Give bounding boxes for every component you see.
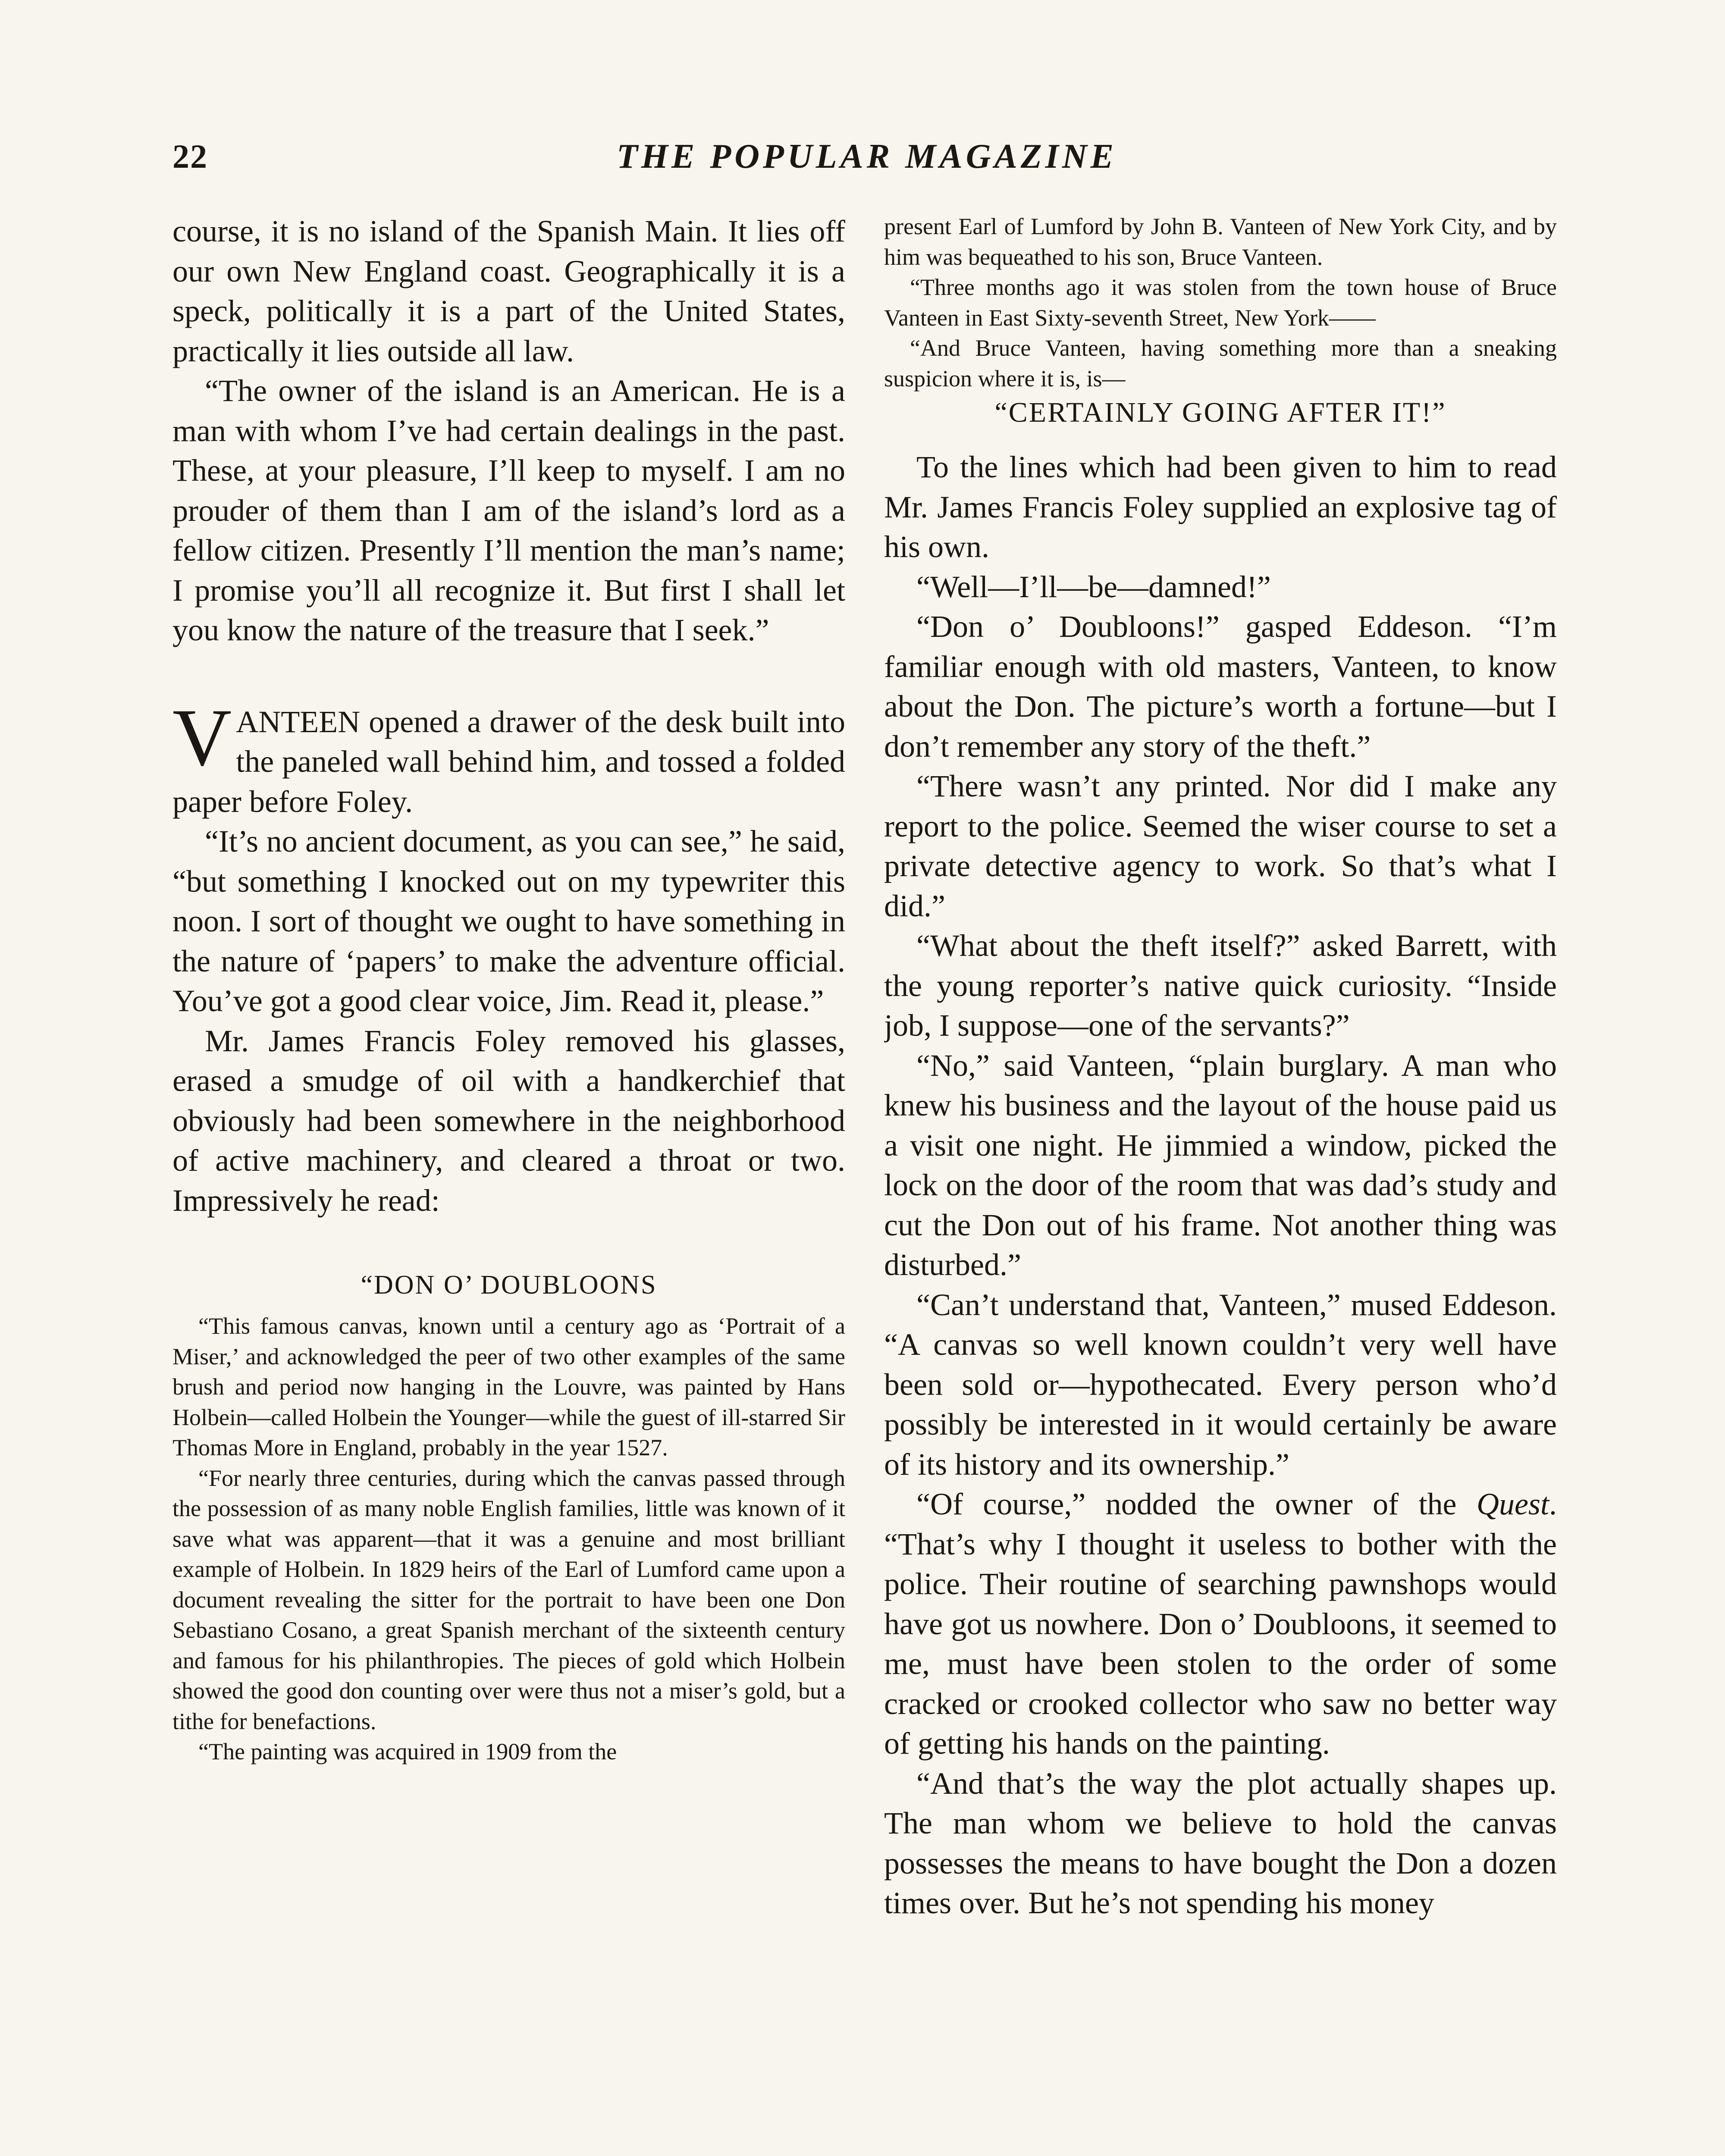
paragraph: “No,” said Vanteen, “plain burglary. A man who knew his business and the layout of the house paid us a visit one night. He jimmied a window, picked the lock on the door of the room that was dad’s study and cut the Don out of his frame. Not another thing was disturbed.”	[884, 1048, 1557, 1282]
section-break	[172, 650, 845, 702]
quoted-document	[172, 1311, 845, 1767]
document-paragraph: present Earl of Lumford by John B. Vanteen of New York City, and by him was bequeathed to his son, Bruce Vanteen.	[884, 213, 1557, 270]
paragraph: “Can’t understand that, Vanteen,” mused Eddeson. “A canvas so well known couldn’t very well have been sold or—hypothecated. Every person who’d possibly be interested in it would certainly be aware of its history and its ownership.”	[884, 1287, 1557, 1482]
paragraph: course, it is no island of the Spanish Main. It lies off our own New England coast. Geographically it is a speck, politically it is a part of the United States, practically it lies outside all law.	[172, 214, 845, 368]
ship-name: Quest	[1477, 1487, 1549, 1521]
paragraph-dropcap	[172, 692, 845, 822]
paragraph: “It’s no ancient document, as you can see,” he said, “but something I knocked out on my typewriter this noon. I sort of thought we ought to have something in the nature of ‘papers’ to make the adventure official. You’ve got a good clear voice, Jim. Read it, please.”	[172, 824, 845, 1018]
document-closing-line: “CERTAINLY GOING AFTER IT!”	[994, 397, 1446, 428]
document-paragraph: “And Bruce Vanteen, having something more than a sneaking suspicion where it is, is—	[884, 335, 1557, 392]
paragraph: “What about the theft itself?” asked Barrett, with the young reporter’s native quick curiosity. “Inside job, I suppose—one of the servants?”	[884, 928, 1557, 1043]
paragraph: “The owner of the island is an American. He is a man with whom I’ve had certain dealings in the past. These, at your pleasure, I’ll keep to myself. I am no prouder of them than I am of the island’s lord as a fellow citizen. Presently I’ll mention the man’s name; I promise you’ll all recognize it. But first I shall let you know the nature of the treasure that I seek.”	[172, 373, 845, 647]
paragraph: “And that’s the way the plot actually shapes up. The man whom we believe to hold the canvas possesses the means to have bought the Don a dozen times over. But he’s not spending his money	[884, 1766, 1557, 1920]
quoted-document-continued	[884, 211, 1557, 394]
right-column	[884, 211, 1557, 2156]
paragraph: To the lines which had been given to him to read Mr. James Francis Foley supplied an explosive tag of his own.	[884, 450, 1557, 564]
paragraph-text: “Of course,” nodded the owner of the	[916, 1487, 1477, 1521]
drop-cap: V	[172, 692, 232, 783]
document-paragraph: “For nearly three centuries, during which the canvas passed through the possession of as many noble English families, little was known of it save what was apparent—that it was a genuine and most brilliant example of Holbein. In 1829 heirs of the Earl of Lumford came upon a document revealing the sitter for the portrait to have been one Don Sebastiano Cosano, a great Spanish merchant of the sixteenth century and famous for his philanthropies. The pieces of gold which Holbein showed the good don counting over were thus not a miser’s gold, but a tithe for benefactions.	[172, 1465, 845, 1734]
page-number: 22	[172, 138, 208, 175]
paragraph: “Don o’ Doubloons!” gasped Eddeson. “I’m familiar enough with old masters, Vanteen, to know about the Don. The picture’s worth a fortune—but I don’t remember any story of the theft.”	[884, 609, 1557, 764]
paragraph	[884, 1484, 1557, 1764]
document-title: “DON O’ DOUBLOONS	[361, 1270, 657, 1300]
page-header	[172, 137, 1561, 185]
running-head: THE POPULAR MAGAZINE	[616, 138, 1117, 175]
left-column	[172, 211, 845, 2156]
paragraph: “Well—I’ll—be—damned!”	[916, 569, 1271, 604]
paragraph: Mr. James Francis Foley removed his glasses, erased a smudge of oil with a handkerchief that obviously had been somewhere in the neighborhood of active machinery, and cleared a throat or two. Impressively he read:	[172, 1023, 845, 1218]
paragraph-text: . “That’s why I thought it useless to bother with the police. Their routine of searching pawnshops would have got us nowhere. Don o’ Doubloons, it seemed to me, must have been stolen to the order of some cracked or crooked collector who saw no better way of getting his hands on the painting.	[884, 1487, 1557, 1761]
document-paragraph: “This famous canvas, known until a century ago as ‘Portrait of a Miser,’ and acknowledged the peer of two other examples of the same brush and period now hanging in the Louvre, was painted by Hans Holbein—called Holbein the Younger—while the guest of ill-starred Sir Thomas More in England, probably in the year 1527.	[172, 1313, 845, 1460]
paragraph: “There wasn’t any printed. Nor did I make any report to the police. Seemed the wiser course to set a private detective agency to work. So that’s what I did.”	[884, 769, 1557, 923]
document-paragraph: “Three months ago it was stolen from the town house of Bruce Vanteen in East Sixty-seventh Street, New York——	[884, 274, 1557, 331]
paragraph-text: ANTEEN opened a drawer of the desk built into the paneled wall behind him, and tossed a folded paper before Foley.	[172, 704, 845, 819]
document-paragraph: “The painting was acquired in 1909 from the	[198, 1739, 617, 1764]
